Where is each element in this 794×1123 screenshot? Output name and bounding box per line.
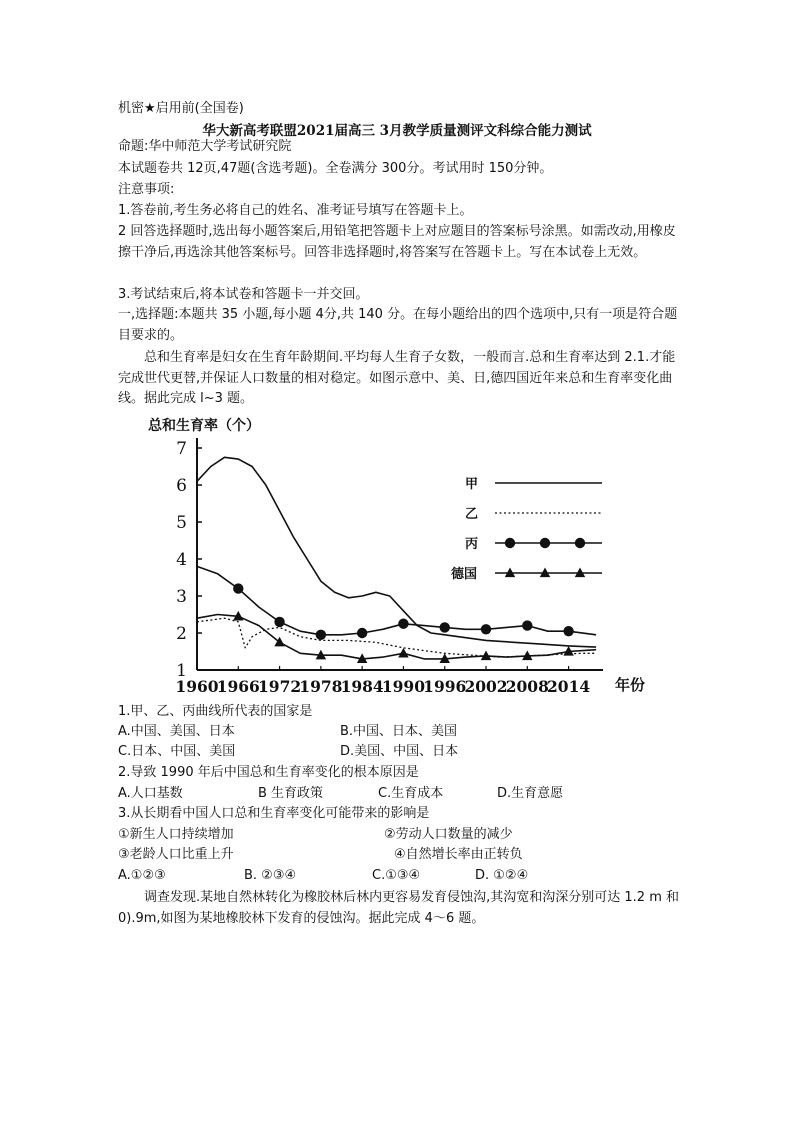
y-tick-label: 6 bbox=[176, 476, 187, 496]
statement: ①新生人口持续增加 bbox=[118, 827, 234, 842]
section-heading: 一,选择题:本题共 35 小题,每小题 4分,共 140 分。在每小题给出的四个选项中,只有一项是符合题目要求的。 bbox=[118, 307, 678, 343]
data-point bbox=[398, 619, 408, 629]
data-point bbox=[481, 650, 491, 660]
exam-info: 本试题卷共 12页,47题(含选考题)。全卷满分 300分。考试用时 150分钟。 bbox=[118, 161, 553, 176]
y-tick-label: 5 bbox=[176, 513, 187, 533]
data-point bbox=[440, 622, 450, 632]
statement: ④自然增长率由正转负 bbox=[394, 847, 523, 862]
legend-marker bbox=[575, 538, 585, 548]
data-point bbox=[316, 630, 326, 640]
question-stem: 1.甲、乙、丙曲线所代表的国家是 bbox=[118, 704, 313, 719]
note-item: 2 回答选择题时,选出每小题答案后,用铅笔把答题卡上对应题目的答案标号涂黑。如需改动,用橡皮擦干净后,再选涂其他答案标号。回答非选择题时,将答案写在答题卡上。写在本试卷上无效。 bbox=[118, 224, 676, 260]
fertility-rate-chart bbox=[140, 410, 660, 700]
data-point bbox=[274, 637, 284, 647]
option-b: B. ②③④ bbox=[244, 868, 297, 883]
option-d: D. ①②④ bbox=[475, 868, 529, 883]
x-tick-label: 2014 bbox=[547, 677, 591, 696]
x-tick-label: 1960 bbox=[175, 677, 219, 696]
data-point bbox=[274, 617, 284, 627]
option-b: B.中国、日本、美国 bbox=[340, 724, 458, 739]
legend-marker bbox=[540, 538, 550, 548]
statement: ②劳动人口数量的减少 bbox=[384, 827, 513, 842]
option-a: A.①②③ bbox=[118, 868, 166, 883]
option-a: A.人口基数 bbox=[118, 786, 183, 801]
data-point bbox=[398, 648, 408, 658]
y-tick-label: 3 bbox=[176, 587, 187, 607]
legend-marker bbox=[505, 538, 515, 548]
data-point bbox=[233, 583, 243, 593]
x-tick-label: 2008 bbox=[505, 677, 549, 696]
series-line bbox=[197, 615, 596, 659]
note-item: 3.考试结束后,将本试卷和答题卡一并交回。 bbox=[118, 287, 369, 302]
passage-paragraph: 总和生育率是妇女在生育年龄期间.平均每人生育子女数，一般而言.总和生育率达到 2.1.才能完成世代更替,并保证人口数量的相对稳定。如图示意中、美、日,德四国近年来总和生育率变化曲线。据此完成 l~3 题。 bbox=[118, 350, 676, 406]
notes-heading: 注意事项: bbox=[118, 182, 175, 197]
y-axis-label: 总和生育率（个） bbox=[148, 418, 260, 434]
option-c: C.生育成本 bbox=[378, 786, 444, 801]
confidential-label: 机密★启用前(全国卷) bbox=[118, 101, 244, 116]
question-stem: 3.从长期看中国人口总和生育率变化可能带来的影响是 bbox=[118, 806, 430, 821]
legend-label: 甲 bbox=[465, 477, 479, 492]
option-d: D.生育意愿 bbox=[497, 786, 564, 801]
legend-label: 丙 bbox=[465, 537, 479, 552]
option-b: B 生育政策 bbox=[258, 786, 324, 801]
y-tick-label: 7 bbox=[176, 439, 187, 459]
legend-label: 乙 bbox=[465, 507, 479, 522]
passage-paragraph: 调查发现.某地自然林转化为橡胶林后林内更容易发育侵蚀沟,其沟宽和沟深分别可达 1.2 m 和 0).9m,如图为某地橡胶林下发育的侵蚀沟。据此完成 4～6 题。 bbox=[118, 890, 680, 926]
note-item: 1.答卷前,考生务必将自己的姓名、准考证号填写在答题卡上。 bbox=[118, 203, 473, 218]
data-point bbox=[522, 620, 532, 630]
option-a: A.中国、美国、日本 bbox=[118, 724, 235, 739]
x-tick-label: 1972 bbox=[258, 677, 302, 696]
statement: ③老龄人口比重上升 bbox=[118, 847, 234, 862]
exam-title: 华大新高考联盟2021届高三 3月教学质量测评文科综合能力测试 bbox=[202, 123, 592, 139]
author-line: 命题:华中师范大学考试研究院 bbox=[118, 139, 292, 154]
x-tick-label: 2002 bbox=[464, 677, 508, 696]
x-tick-label: 1966 bbox=[216, 677, 260, 696]
data-point bbox=[563, 626, 573, 636]
y-tick-label: 2 bbox=[176, 624, 187, 644]
option-c: C.日本、中国、美国 bbox=[118, 744, 236, 759]
option-c: C.①③④ bbox=[372, 868, 421, 883]
y-tick-label: 1 bbox=[176, 661, 187, 681]
x-tick-label: 1978 bbox=[299, 677, 343, 696]
data-point bbox=[357, 628, 367, 638]
y-tick-label: 4 bbox=[176, 550, 187, 570]
x-axis-label: 年份 bbox=[615, 676, 646, 694]
data-point bbox=[481, 624, 491, 634]
x-tick-label: 1990 bbox=[381, 677, 426, 696]
question-stem: 2.导致 1990 年后中国总和生育率变化的根本原因是 bbox=[118, 765, 419, 780]
series-line bbox=[197, 457, 596, 647]
x-tick-label: 1984 bbox=[340, 677, 384, 696]
x-tick-label: 1996 bbox=[423, 677, 467, 696]
legend-label: 德国 bbox=[451, 567, 478, 582]
option-d: D.美国、中国、日本 bbox=[340, 744, 459, 759]
